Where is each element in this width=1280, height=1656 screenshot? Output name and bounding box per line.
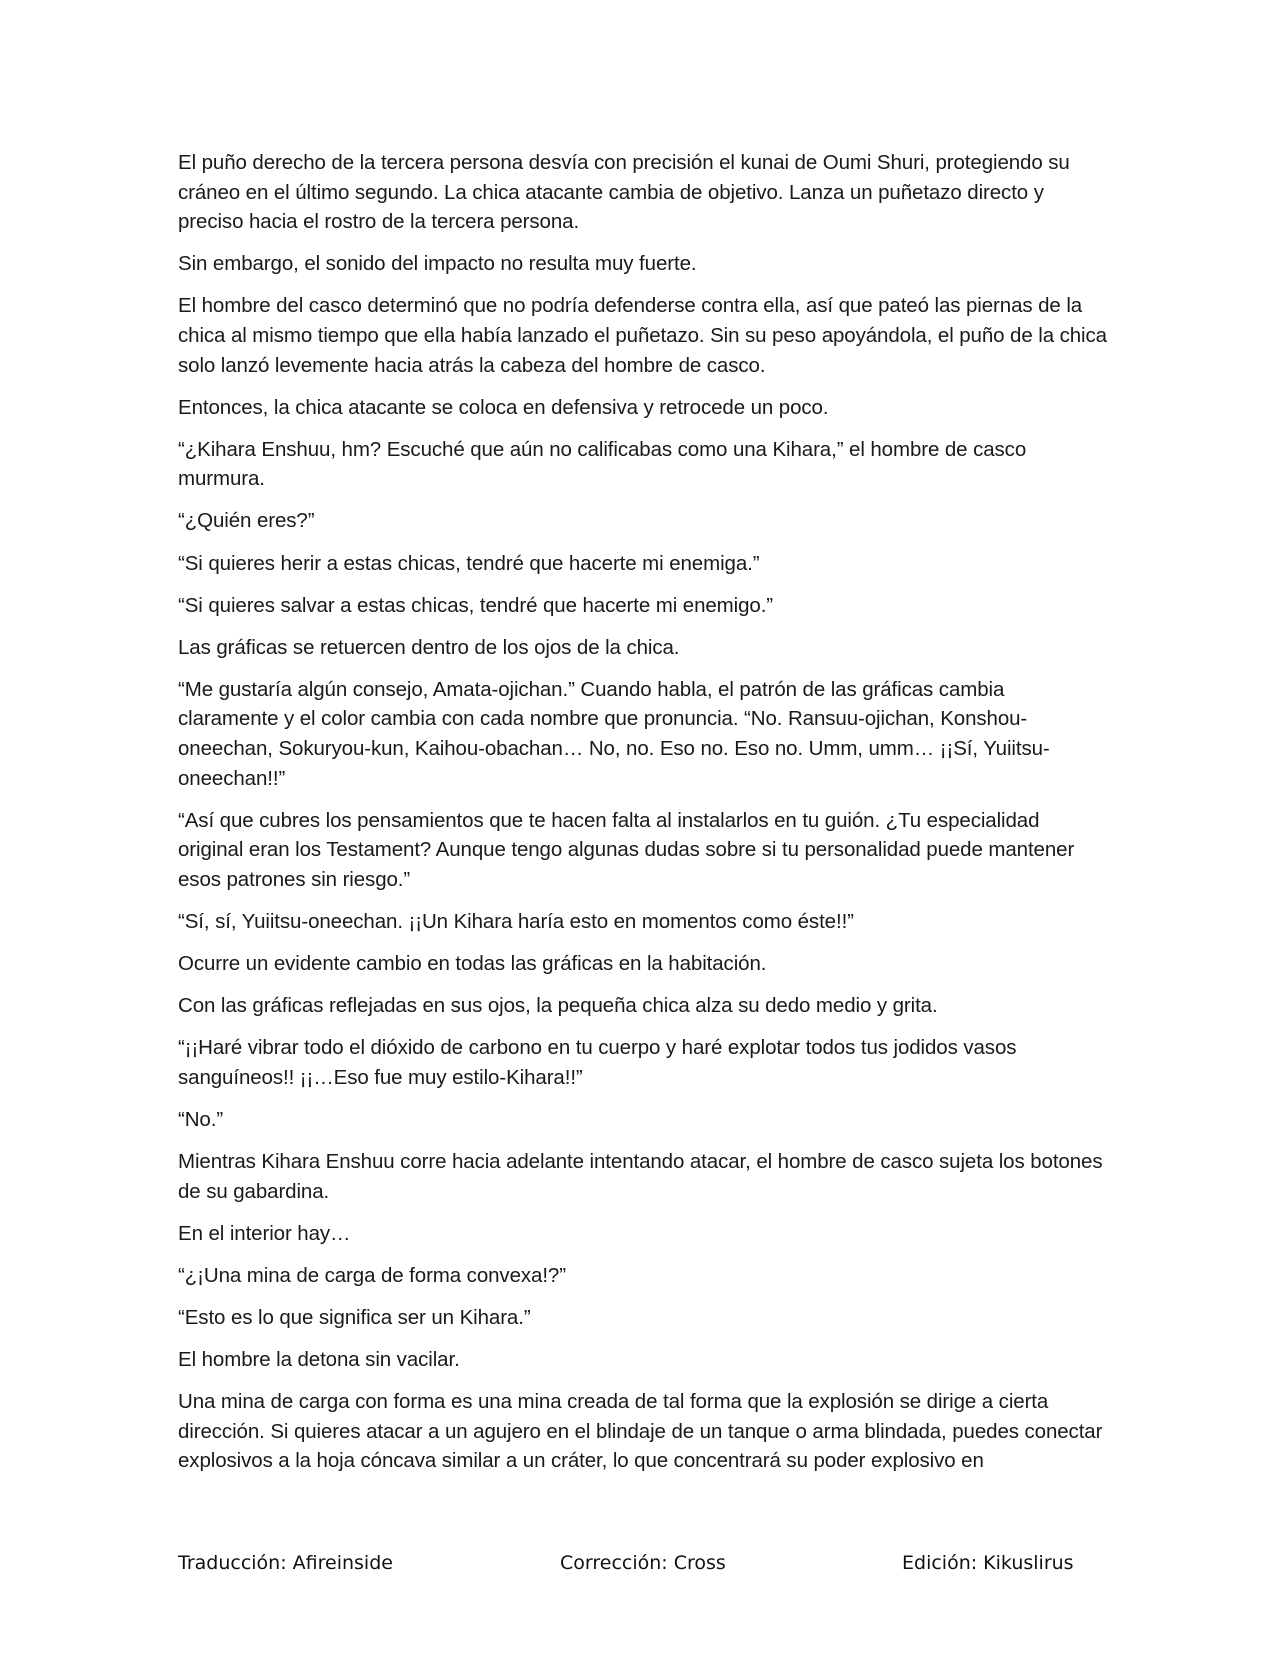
footer-correction-credit: Corrección: Cross [560,1552,726,1574]
paragraph: Con las gráficas reflejadas en sus ojos, la pequeña chica alza su dedo medio y grita. [178,994,938,1018]
paragraph: En el interior hay… [178,1221,351,1245]
page-footer [178,1552,1108,1582]
paragraph: “No.” [178,1107,224,1131]
paragraph: Una mina de carga con forma es una mina creada de tal forma que la explosión se dirige a cierta dirección. Si quieres atacar a un agujero en el blindaje de un tanque o arma blindada, puedes conectar explosivos a la hoja cóncava similar a un cráter, lo que concentrará su poder explosivo en [178,1390,1103,1473]
paragraph: Entonces, la chica atacante se coloca en defensiva y retrocede un poco. [178,395,829,419]
document-body [178,148,1108,1488]
paragraph: “¿Quién eres?” [178,509,315,533]
paragraph: El hombre del casco determinó que no podría defenderse contra ella, así que pateó las piernas de la chica al mismo tiempo que ella había lanzado el puñetazo. Sin su peso apoyándola, el puño de la chica solo lanzó levemente hacia atrás la cabeza del hombre de casco. [178,294,1107,377]
paragraph: “¡¡Haré vibrar todo el dióxido de carbono en tu cuerpo y haré explotar todos tus jodidos vasos sanguíneos!! ¡¡…Eso fue muy estilo-Kihara!!” [178,1036,1017,1089]
paragraph: “Si quieres herir a estas chicas, tendré que hacerte mi enemiga.” [178,551,760,575]
paragraph: Las gráficas se retuercen dentro de los ojos de la chica. [178,635,680,659]
footer-translation-credit: Traducción: Afireinside [178,1552,393,1574]
paragraph: El puño derecho de la tercera persona desvía con precisión el kunai de Oumi Shuri, protegiendo su cráneo en el último segundo. La chica atacante cambia de objetivo. Lanza un puñetazo directo y preciso hacia el rostro de la tercera persona. [178,151,1070,234]
paragraph: “Esto es lo que significa ser un Kihara.” [178,1305,531,1329]
paragraph: Mientras Kihara Enshuu corre hacia adelante intentando atacar, el hombre de casco sujeta los botones de su gabardina. [178,1150,1103,1203]
paragraph: “Me gustaría algún consejo, Amata-ojichan.” Cuando habla, el patrón de las gráficas cambia claramente y el color cambia con cada nombre que pronuncia. “No. Ransuu-ojichan, Konshou-oneechan, Sokuryou-kun, Kaihou-obachan… No, no. Eso no. Eso no. Umm, umm… ¡¡Sí, Yuiitsu-oneechan!!” [178,677,1050,790]
paragraph: “Así que cubres los pensamientos que te hacen falta al instalarlos en tu guión. ¿Tu especialidad original eran los Testament? Aunque tengo algunas dudas sobre si tu personalidad puede mantener esos patrones sin riesgo.” [178,808,1075,891]
paragraph: El hombre la detona sin vacilar. [178,1348,460,1371]
footer-edition-credit: Edición: Kikuslirus [902,1552,1074,1574]
paragraph: Ocurre un evidente cambio en todas las gráficas en la habitación. [178,952,767,976]
paragraph: “Sí, sí, Yuiitsu-oneechan. ¡¡Un Kihara haría esto en momentos como éste!!” [178,909,854,933]
paragraph: “Si quieres salvar a estas chicas, tendré que hacerte mi enemigo.” [178,593,774,617]
paragraph: “¿¡Una mina de carga de forma convexa!?” [178,1263,566,1287]
paragraph: “¿Kihara Enshuu, hm? Escuché que aún no calificabas como una Kihara,” el hombre de casco murmura. [178,437,1027,491]
paragraph: Sin embargo, el sonido del impacto no resulta muy fuerte. [178,252,697,276]
